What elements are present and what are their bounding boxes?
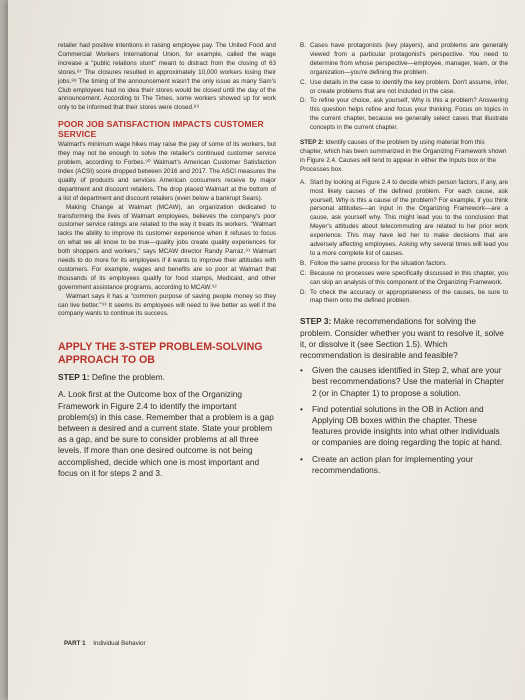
step1-label: STEP 1:	[58, 372, 90, 383]
section-heading-job-satisfaction: POOR JOB SATISFACTION IMPACTS CUSTOMER SERVICE	[58, 119, 264, 140]
list-item	[300, 260, 508, 269]
bullet-text: Given the causes identified in Step 2, what are your best recommendations? Use the material in Chapter 2 (or in Chapter 1) to propose a solution.	[312, 365, 504, 398]
bullet-icon: •	[300, 453, 303, 464]
paragraph: Making Change at Walmart (MCAW), an organization dedicated to transforming the lives of Walmart employees, believes the company's poor customer service ratings are related to the way it treats its workers. "Walmart lacks the ability to improve its customer experience when it refuses to focus on what we all know to be true—quality jobs create quality experiences for both shoppers and workers," says MCAW director Randy Parraz.⁹¹ Walmart needs to do more for its employees if it wants to improve their attitudes with customers. For example, wages and benefits are so poor at Walmart that thousands of its employees qualify for food stamps, Medicaid, and other government assistance programs, according to MCAW.⁹²	[58, 203, 276, 291]
bullet-item	[300, 404, 508, 449]
item-marker: C.	[300, 78, 307, 86]
step1-text: Define the problem.	[91, 372, 165, 383]
item-text: Follow the same process for the situation factors.	[310, 259, 447, 267]
item-text: Because no processes were specifically discussed in this chapter, you can skip an analysis of this component of the Organizing Framework.	[310, 269, 508, 286]
step3-text: Make recommendations for solving the problem. Consider whether you want to resolve it, solve it, or dissolve it (see Section 1.5). Which recommendation is desirable and feasible?	[300, 316, 504, 360]
step2-label: STEP 2:	[300, 139, 324, 147]
step1-heading	[58, 372, 276, 383]
step3-bullet-list	[300, 365, 508, 476]
step1-items-list	[300, 42, 508, 133]
step3-label: STEP 3:	[300, 316, 332, 327]
paragraph: Walmart says it has a "common purpose of saving people money so they can live better."⁹³ It seems its employees will need to live better as well if the company wants to continue its success.	[58, 292, 276, 318]
bullet-text: Create an action plan for implementing your recommendations.	[312, 453, 473, 475]
bullet-item	[300, 454, 508, 476]
list-item	[300, 97, 508, 133]
item-text: Use details in the case to identify the key problem. Don't assume, infer, or create problems that are not included in the case.	[310, 78, 508, 95]
footer-title: Individual Behavior	[93, 640, 146, 647]
list-item	[300, 289, 508, 307]
list-item	[300, 270, 508, 288]
bullet-icon: •	[300, 403, 303, 414]
list-item	[300, 79, 508, 97]
step1-body: A. Look first at the Outcome box of the Organizing Framework in Figure 2.4 to identify the important problem(s) in this case. Remember that a problem is a gap between a desired and a current state. State your problem as a gap, and be sure to consider problems at all three levels. If more than one desired outcome is not being accomplished, decide which one is most important and focus on it for steps 2 and 3.	[58, 389, 274, 478]
bullet-item	[300, 365, 508, 399]
item-marker: A.	[300, 178, 306, 186]
item-text: Start by looking at Figure 2.4 to decide which person factors, if any, are most likely causes of the defined problem. For each cause, ask yourself, Why is this a cause of the problem? For example, if you think personal attitudes—an input in the Organizing Framework—are a cause, ask yourself why. This might lead you to the conclusion that Meyer's attitudes about telecommuting are related to her prior work experience. This may have led her to make decisions that are adversely affecting employees. Asking why several times will lead you to a more complete list of causes.	[310, 178, 508, 257]
left-column	[58, 42, 276, 479]
item-marker: B.	[300, 42, 306, 49]
footer-part: PART 1	[64, 640, 86, 647]
step2-text: Identify causes of the problem by using material from this chapter, which has been summarized in the Organizing Framework shown in Figure 2.4. Causes will tend to appear in either the Inputs box or the Processes box.	[300, 139, 507, 173]
bullet-text: Find potential solutions in the OB in Action and Applying OB boxes within the chapter. These features provide insights into what other individuals or companies are doing regarding the topic at hand.	[312, 403, 503, 448]
step2-items-list	[300, 179, 508, 307]
item-text: Cases have protagonists (key players), and problems are generally viewed from a particular protagonist's perspective. You need to determine from whose perspective—employee, manager, team, or the organization—you're defining the problem.	[310, 42, 508, 76]
item-marker: D.	[300, 288, 307, 296]
item-text: To check the accuracy or appropriateness of the causes, be sure to map them onto the defined problem.	[310, 288, 508, 305]
step2-paragraph	[300, 139, 508, 175]
item-marker: C.	[300, 269, 307, 277]
section-body	[58, 141, 276, 319]
item-text: To refine your choice, ask yourself, Why is this a problem? Answering this question helps refine and focus your thinking. Focus on topics in the current chapter, because we generally select cases that illustrate concepts in the current chapter.	[310, 97, 508, 132]
step3-paragraph	[300, 316, 508, 361]
textbook-page	[8, 0, 525, 700]
paragraph: Walmart's minimum wage hikes may raise the pay of some of its workers, but they may not be enough to solve the retailer's continued customer service problem, according to Forbes.⁹⁰ Walmart's American Customer Satisfaction Index (ACSI) score dropped between 2016 and 2017. The ASCI measures the quality of products and services American consumers receive by major department and discount retailers. The drop placed Walmart at the bottom of a list of department and discount retailers (even below a bankrupt Sears).	[58, 141, 276, 202]
list-item	[300, 42, 508, 78]
bullet-icon: •	[300, 365, 303, 376]
item-marker: D.	[300, 97, 307, 105]
section-heading-apply-approach: APPLY THE 3-STEP PROBLEM-SOLVING APPROACH TO OB	[58, 341, 263, 366]
right-column	[300, 42, 508, 481]
intro-paragraph: retailer had positive intentions in raising employee pay. The United Food and Commercial Workers International Union, for example, called the wage increase a "public relations stunt" meant to distract from the closing of 63 stores.⁸⁷ The closures resulted in approximately 10,000 workers losing their jobs.⁸⁸ The timing of the announcement wasn't the only issue as many Sam's Club employees had no idea their stores would be closed until the day of the announcement. According to The Times, some workers showed up for work only to be informed that their stores were closed.⁸⁹	[58, 42, 276, 112]
page-footer	[64, 640, 146, 647]
list-item	[300, 179, 508, 259]
item-marker: B.	[300, 259, 306, 267]
